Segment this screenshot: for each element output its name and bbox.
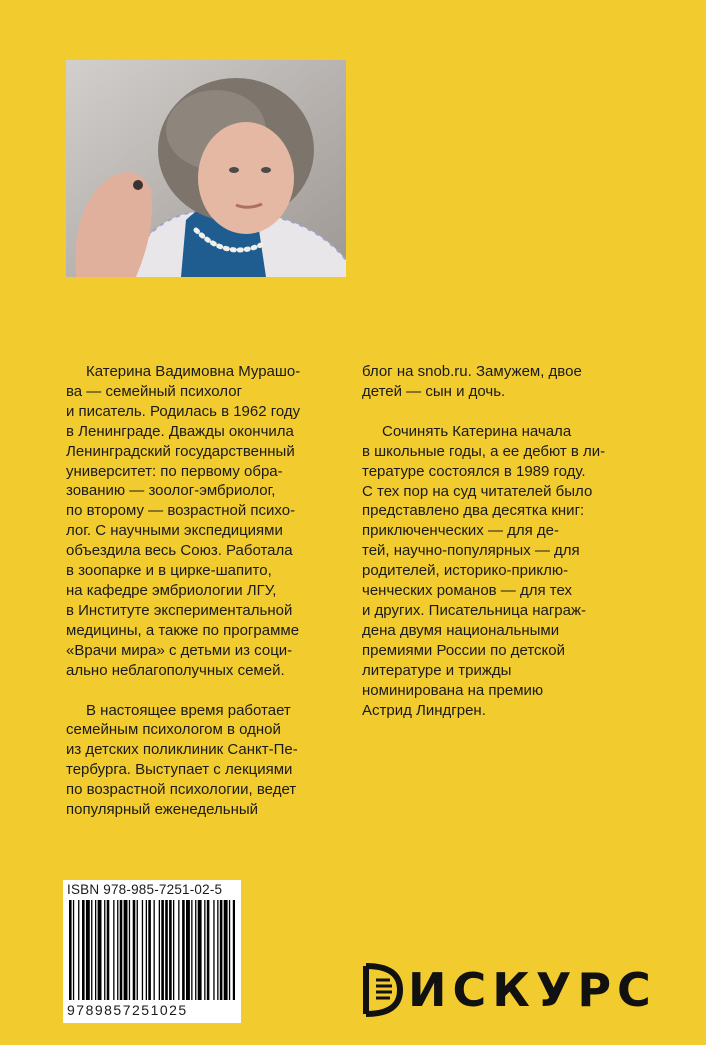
text-line: зованию — зоолог-эмбриолог,	[66, 482, 276, 500]
text-line: по второму — возрастной психо-	[66, 502, 296, 520]
diskurs-logo-mark-icon	[362, 960, 404, 1020]
text-line: в зоопарке и в цирке-шапито,	[66, 562, 272, 580]
text-line: и писатель. Родилась в 1962 году	[66, 402, 301, 420]
text-line: приключенческих — для де-	[362, 522, 560, 540]
text-line: ва — семейный психолог	[66, 382, 243, 400]
text-line: медицины, а также по программе	[66, 621, 300, 639]
publisher-logo	[362, 955, 657, 1025]
text-line: Ленинградский государственный	[66, 442, 295, 460]
text-line: ально неблагополучных семей.	[66, 661, 285, 679]
text-line: Катерина Вадимовна Мурашо-	[86, 363, 301, 380]
text-line: объездила весь Союз. Работала	[66, 542, 293, 560]
text-line: дена двумя национальными	[362, 621, 560, 639]
text-line: Сочинять Катерина начала	[382, 422, 572, 440]
text-line: на кафедре эмбриологии ЛГУ,	[66, 581, 277, 599]
biography-paragraph	[362, 362, 654, 402]
text-line: Астрид Линдгрен.	[362, 701, 486, 719]
text-line: тературе состоялся в 1989 году.	[362, 462, 586, 480]
biography-column-right	[362, 362, 654, 720]
barcode-number: 9789857251025	[67, 1002, 188, 1018]
text-line: номинирована на премию	[362, 681, 544, 699]
text-line: семейным психологом в одной	[66, 721, 281, 739]
text-line: лог. С научными экспедициями	[66, 522, 283, 540]
biography-column-left	[66, 362, 358, 820]
text-line: представлено два десятка книг:	[362, 502, 585, 520]
text-line: «Врачи мира» с детьми из соци-	[66, 641, 293, 659]
text-line: ченческих романов — для тех	[362, 582, 572, 600]
text-line: из детских поликлиник Санкт-Пе-	[66, 741, 298, 759]
isbn-label: ISBN 978-985-7251-02-5	[67, 882, 223, 897]
text-line: премиями России по детской	[362, 641, 565, 659]
text-line: университет: по первому обра-	[66, 462, 283, 480]
text-line: тербурга. Выступает с лекциями	[66, 761, 293, 779]
biography-paragraph	[66, 362, 358, 681]
text-line: и других. Писательница награж-	[362, 601, 587, 619]
text-line: детей — сын и дочь.	[362, 382, 506, 400]
biography-paragraph	[362, 422, 654, 721]
text-line: С тех пор на суд читателей было	[362, 482, 593, 500]
isbn-barcode	[63, 880, 241, 1023]
text-line: тей, научно-популярных — для	[362, 542, 580, 560]
text-line: блог на snob.ru. Замужем, двое	[362, 363, 582, 380]
publisher-name: ИСКУРС	[408, 963, 657, 1017]
text-line: в Институте экспериментальной	[66, 601, 293, 619]
barcode-icon	[69, 900, 235, 1000]
text-line: В настоящее время работает	[86, 701, 291, 719]
text-line: родителей, историко-приклю-	[362, 562, 569, 580]
author-portrait-icon	[66, 60, 346, 277]
text-line: в школьные годы, а ее дебют в ли-	[362, 442, 606, 460]
text-line: популярный еженедельный	[66, 801, 259, 819]
biography-paragraph	[66, 701, 358, 820]
text-line: литературе и трижды	[362, 661, 512, 679]
text-line: по возрастной психологии, ведет	[66, 781, 297, 799]
author-photo	[66, 60, 346, 277]
text-line: в Ленинграде. Дважды окончила	[66, 422, 294, 440]
